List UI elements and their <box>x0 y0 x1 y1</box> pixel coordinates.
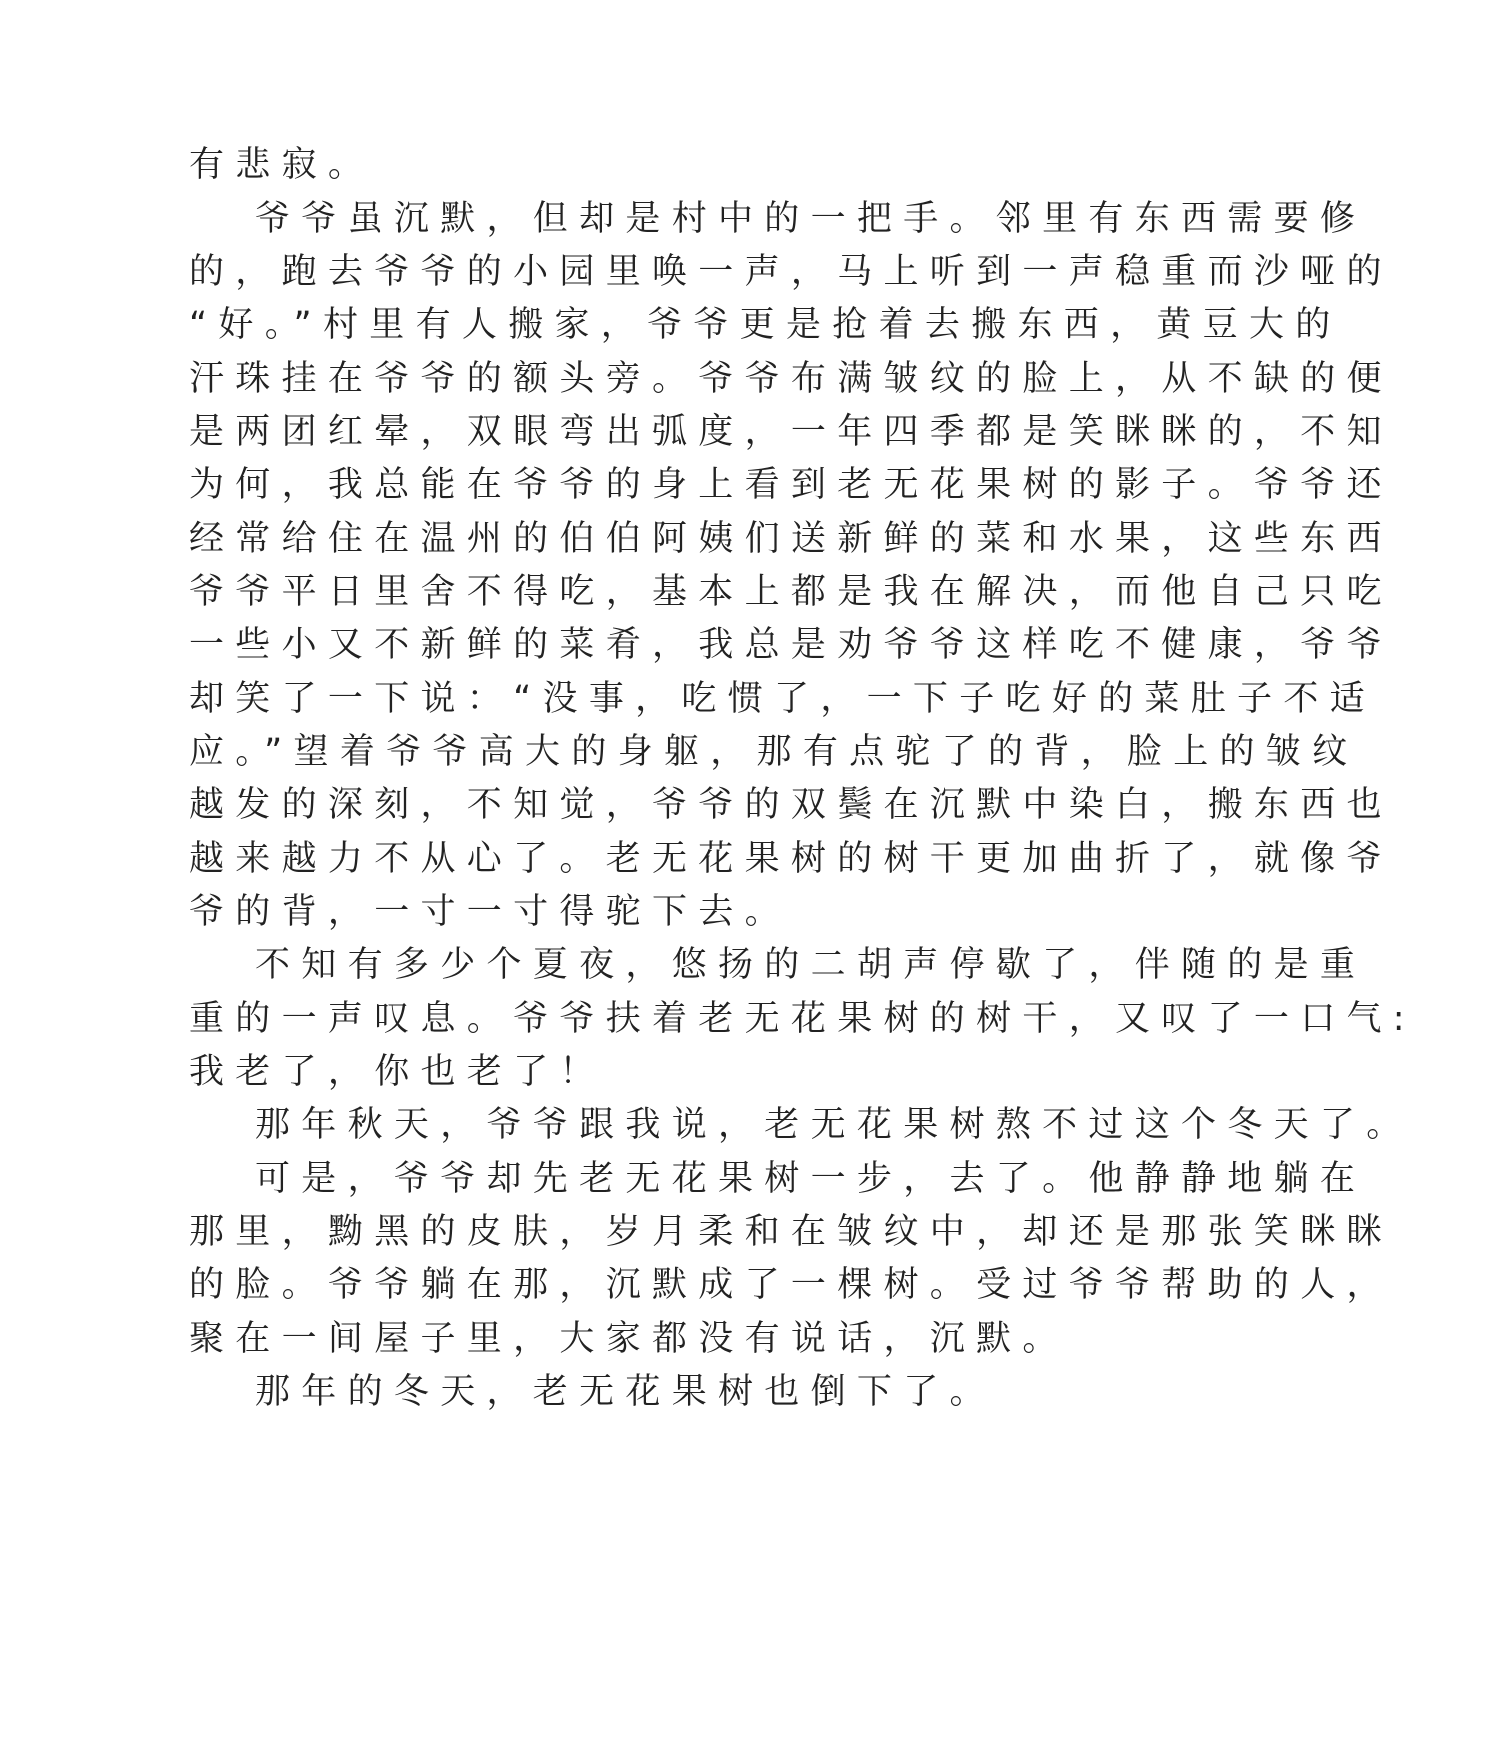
text-line: 爷的背，一寸一寸得驼下去。 <box>189 892 791 932</box>
text-line: 的脸。爷爷躺在那，沉默成了一棵树。受过爷爷帮助的人， <box>189 1265 1393 1305</box>
text-line: 越发的深刻，不知觉，爷爷的双鬓在沉默中染白，搬东西也 <box>189 785 1393 825</box>
text-line: 经常给住在温州的伯伯阿姨们送新鲜的菜和水果，这些东西 <box>189 519 1393 559</box>
text-line: “好。”村里有人搬家，爷爷更是抢着去搬东西，黄豆大的 <box>189 305 1342 345</box>
text-line: 是两团红晕，双眼弯出弧度，一年四季都是笑眯眯的，不知 <box>189 412 1393 452</box>
text-line: 汗珠挂在爷爷的额头旁。爷爷布满皱纹的脸上，从不缺的便 <box>189 359 1393 399</box>
text-line: 那里，黝黑的皮肤，岁月柔和在皱纹中，却还是那张笑眯眯 <box>189 1212 1393 1252</box>
text-line: 一些小又不新鲜的菜肴，我总是劝爷爷这样吃不健康，爷爷 <box>189 625 1393 665</box>
text-line: 重的一声叹息。爷爷扶着老无花果树的树干，又叹了一口气: <box>189 999 1416 1039</box>
text-line: 爷爷虽沉默，但却是村中的一把手。邻里有东西需要修 <box>255 199 1367 239</box>
text-line: 那年秋天，爷爷跟我说，老无花果树熬不过这个冬天了。 <box>255 1105 1413 1145</box>
text-line: 应。”望着爷爷高大的身躯，那有点驼了的背，脸上的皱纹 <box>189 732 1359 772</box>
text-line: 越来越力不从心了。老无花果树的树干更加曲折了，就像爷 <box>189 839 1393 879</box>
text-line: 爷爷平日里舍不得吃，基本上都是我在解决，而他自己只吃 <box>189 572 1393 612</box>
text-line: 为何，我总能在爷爷的身上看到老无花果树的影子。爷爷还 <box>189 465 1393 505</box>
text-line: 的，跑去爷爷的小园里唤一声，马上听到一声稳重而沙哑的 <box>189 252 1393 292</box>
text-line: 却笑了一下说：“没事，吃惯了，一下子吃好的菜肚子不适 <box>189 679 1376 719</box>
text-line: 我老了，你也老了！ <box>189 1052 606 1092</box>
text-line: 可是，爷爷却先老无花果树一步，去了。他静静地躺在 <box>255 1159 1367 1199</box>
text-line: 那年的冬天，老无花果树也倒下了。 <box>255 1372 996 1412</box>
text-line: 不知有多少个夏夜，悠扬的二胡声停歇了，伴随的是重 <box>255 945 1367 985</box>
text-line: 有悲寂。 <box>189 145 375 185</box>
text-line: 聚在一间屋子里，大家都没有说话，沉默。 <box>189 1319 1069 1359</box>
